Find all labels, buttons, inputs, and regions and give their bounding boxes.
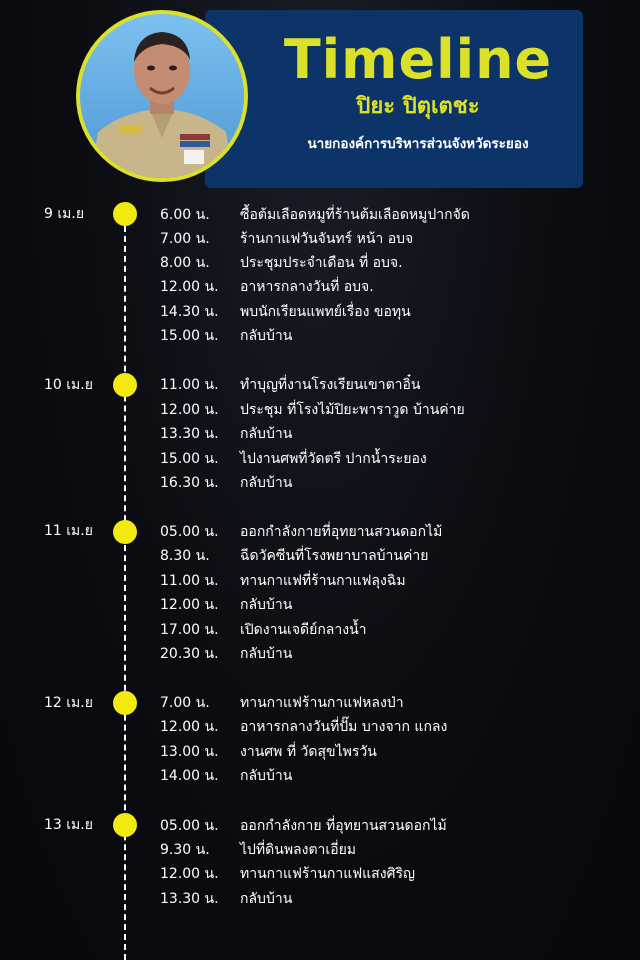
event-time: 05.00 น. xyxy=(160,524,219,540)
person-role: นายกองค์การบริหารส่วนจังหวัดระยอง xyxy=(307,136,529,152)
event-description: อาหารกลางวันที่ อบจ. xyxy=(240,279,374,295)
event-description: กลับบ้าน xyxy=(240,597,293,613)
event-description: ออกกำลังกายที่อุทยานสวนดอกไม้ xyxy=(240,524,443,540)
timeline-dot-icon xyxy=(113,691,137,715)
event-time: 14.00 น. xyxy=(160,768,219,784)
person-name: ปิยะ ปิตุเตชะ xyxy=(356,94,480,119)
day-date: 13 เม.ย xyxy=(44,817,93,833)
portrait-illustration xyxy=(80,14,244,178)
event-description: งานศพ ที่ วัดสุขไพรวัน xyxy=(240,744,377,760)
event-description: กลับบ้าน xyxy=(240,768,293,784)
event-description: ประชุมประจำเดือน ที่ อบจ. xyxy=(240,255,403,271)
day-date: 11 เม.ย xyxy=(44,523,93,539)
event-time: 16.30 น. xyxy=(160,475,219,491)
event-time: 12.00 น. xyxy=(160,597,219,613)
event-description: ทานกาแฟที่ร้านกาแฟลุงฉิม xyxy=(240,573,406,589)
event-description: ทานกาแฟร้านกาแฟแสงศิริญ xyxy=(240,866,415,882)
event-time: 6.00 น. xyxy=(160,207,210,223)
timeline-dot-icon xyxy=(113,520,137,544)
event-time: 7.00 น. xyxy=(160,231,210,247)
day-date: 9 เม.ย xyxy=(44,206,85,222)
event-description: กลับบ้าน xyxy=(240,328,293,344)
event-description: กลับบ้าน xyxy=(240,646,293,662)
event-time: 14.30 น. xyxy=(160,304,219,320)
event-description: อาหารกลางวันที่ปั๊ม บางจาก แกลง xyxy=(240,719,448,735)
page-title: Timeline xyxy=(283,28,553,91)
event-time: 13.30 น. xyxy=(160,426,219,442)
timeline-dot-icon xyxy=(113,813,137,837)
event-time: 7.00 น. xyxy=(160,695,210,711)
event-time: 8.00 น. xyxy=(160,255,210,271)
event-description: เปิดงานเจดีย์กลางน้ำ xyxy=(240,622,367,638)
event-time: 8.30 น. xyxy=(160,548,210,564)
event-time: 11.00 น. xyxy=(160,377,219,393)
event-description: ไปที่ดินพลงตาเอี่ยม xyxy=(240,842,357,858)
timeline-dot-icon xyxy=(113,373,137,397)
event-time: 13.30 น. xyxy=(160,891,219,907)
timeline-dashed-line xyxy=(124,206,126,960)
event-time: 12.00 น. xyxy=(160,402,219,418)
event-description: ออกกำลังกาย ที่อุทยานสวนดอกไม้ xyxy=(240,818,447,834)
event-time: 12.00 น. xyxy=(160,719,219,735)
event-time: 9.30 น. xyxy=(160,842,210,858)
event-description: ฉีดวัคซีนที่โรงพยาบาลบ้านค่าย xyxy=(240,548,429,564)
event-time: 05.00 น. xyxy=(160,818,219,834)
event-description: พบนักเรียนแพทย์เรื่อง ขอทุน xyxy=(240,304,411,320)
timeline-dot-icon xyxy=(113,202,137,226)
event-time: 11.00 น. xyxy=(160,573,219,589)
day-date: 10 เม.ย xyxy=(44,377,93,393)
event-description: ประชุม ที่โรงไม้ปิยะพาราวูด บ้านค่าย xyxy=(240,402,465,418)
event-time: 15.00 น. xyxy=(160,328,219,344)
event-time: 12.00 น. xyxy=(160,279,219,295)
event-description: กลับบ้าน xyxy=(240,426,293,442)
event-time: 20.30 น. xyxy=(160,646,219,662)
event-description: กลับบ้าน xyxy=(240,891,293,907)
event-description: ไปงานศพที่วัดตรี ปากน้ำระยอง xyxy=(240,451,427,467)
event-time: 17.00 น. xyxy=(160,622,219,638)
event-time: 13.00 น. xyxy=(160,744,219,760)
event-description: ซื้อต้มเลือดหมูที่ร้านต้มเลือดหมูปากจัด xyxy=(240,207,470,223)
day-date: 12 เม.ย xyxy=(44,695,93,711)
portrait-photo xyxy=(80,14,244,178)
avatar xyxy=(76,10,248,182)
event-time: 12.00 น. xyxy=(160,866,219,882)
event-description: ทำบุญที่งานโรงเรียนเขาตาอิ๋น xyxy=(240,377,421,393)
event-description: ทานกาแฟร้านกาแฟหลงป่า xyxy=(240,695,404,711)
event-description: กลับบ้าน xyxy=(240,475,293,491)
event-description: ร้านกาแฟวันจันทร์ หน้า อบจ xyxy=(240,231,414,247)
event-time: 15.00 น. xyxy=(160,451,219,467)
